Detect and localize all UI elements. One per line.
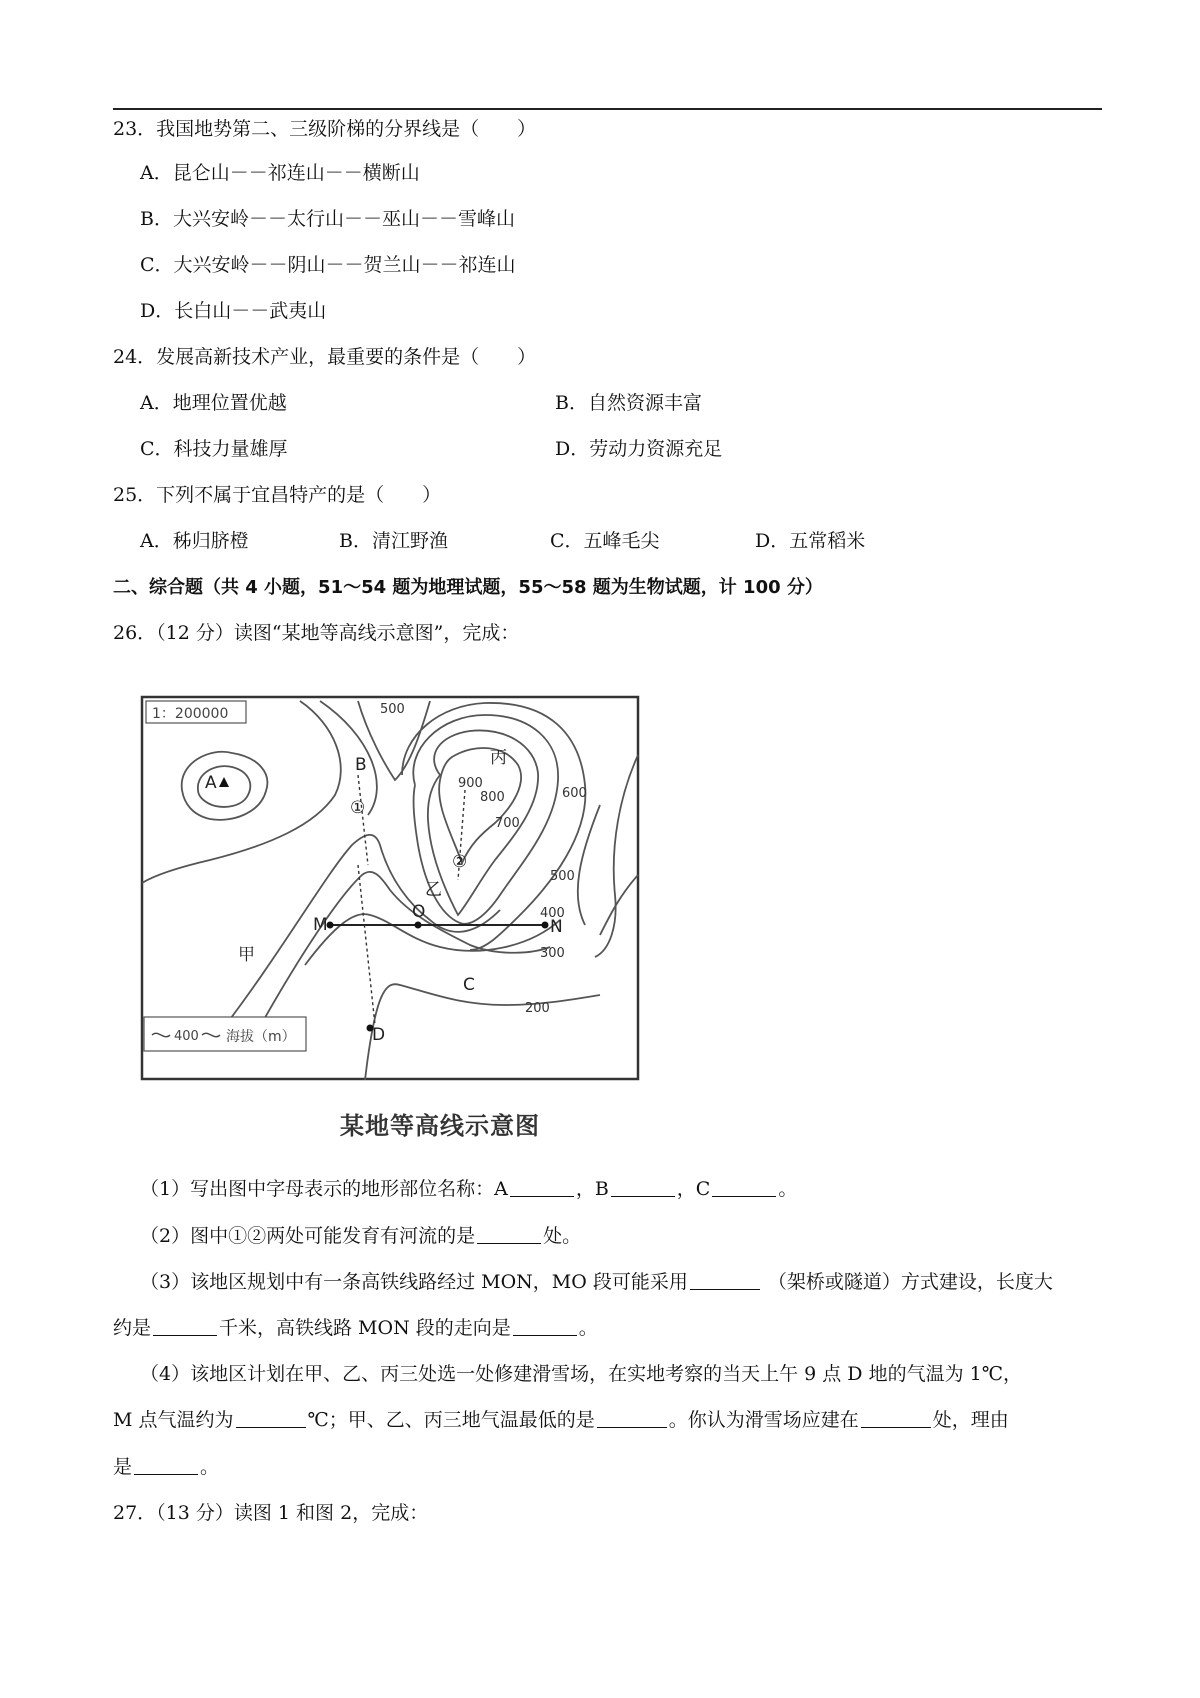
figure-caption: 某地等高线示意图 [340,1112,540,1140]
answer-blank-temperature[interactable] [236,1409,306,1428]
contour-label-400: 400 [540,906,565,921]
contour-label-500-top: 500 [380,702,405,717]
q27-stem: 27．（13 分）读图 1 和图 2，完成： [113,1502,429,1524]
q26-sub1-text-a: （1）写出图中字母表示的地形部位名称：A [140,1178,508,1200]
answer-blank-a[interactable] [510,1178,574,1197]
q24-option-b: B．自然资源丰富 [555,392,702,414]
legend-value: 400 [174,1029,199,1044]
q26-sub2-text-b: 处。 [543,1225,582,1247]
q26-sub3-text-c: 约是 [113,1317,152,1339]
q23-option-c: C．大兴安岭－－阴山－－贺兰山－－祁连山 [140,254,516,276]
contour-label-700: 700 [495,816,520,831]
label-circle-2: ② [452,852,468,872]
answer-blank-reason[interactable] [134,1456,198,1475]
label-m: M [313,915,328,935]
label-jia: 甲 [238,945,255,965]
q26-sub3-text-b: （架桥或隧道）方式建设，长度大 [767,1271,1053,1293]
label-a: A [205,773,217,793]
q26-sub4-text-e: 是 [113,1456,133,1478]
q26-sub3-text-e: 。 [578,1317,598,1339]
q26-sub2-text-a: （2）图中①②两处可能发育有河流的是 [140,1225,476,1247]
q26-sub4-text-b: ℃；甲、乙、丙三地气温最低的是 [307,1409,595,1431]
q23-option-b: B．大兴安岭－－太行山－－巫山－－雪峰山 [140,208,515,230]
label-b: B [355,755,367,775]
label-c: C [463,975,475,995]
label-yi: 乙 [425,880,442,900]
q24-option-c: C．科技力量雄厚 [140,438,288,460]
contour-label-500-right: 500 [550,869,575,884]
label-n: N [550,917,563,937]
q24-stem: 24．发展高新技术产业，最重要的条件是（ ） [113,346,537,368]
label-circle-1: ① [350,798,366,818]
q25-option-a: A．秭归脐橙 [140,530,249,552]
answer-blank-method[interactable] [690,1271,760,1290]
q23-stem: 23．我国地势第二、三级阶梯的分界线是（ ） [113,118,537,140]
label-d: D [372,1025,386,1045]
map-scale: 1：200000 [152,706,229,722]
q26-sub3-line2 [113,1316,598,1340]
q26-sub1-text-b: ，B [575,1178,609,1200]
q26-sub4-text-d: 处，理由 [932,1409,1009,1431]
section-2-title: 二、综合题（共 4 小题，51～54 题为地理试题，55～58 题为生物试题，计 100 分） [113,577,823,598]
contour-label-600: 600 [562,786,587,801]
q26-sub1-text-c: ，C [676,1178,711,1200]
q25-option-d: D．五常稻米 [755,530,866,552]
q26-sub3-text-a: （3）该地区规划中有一条高铁线路经过 MON，MO 段可能采用 [140,1271,688,1293]
q25-stem: 25．下列不属于宜昌特产的是（ ） [113,484,442,506]
contour-label-800: 800 [480,790,505,805]
answer-blank-direction[interactable] [513,1317,577,1336]
answer-blank-river[interactable] [477,1225,541,1244]
q23-option-d: D．长白山－－武夷山 [140,300,327,322]
q26-sub1 [140,1177,797,1201]
contour-map-figure [140,695,640,1137]
q26-sub4-text-c: 。你认为滑雪场应建在 [668,1409,859,1431]
header-rule [113,108,1102,110]
legend-text: 海拔（m） [226,1029,296,1045]
q26-sub4-text-f: 。 [200,1456,220,1478]
label-bing: 丙 [490,748,507,768]
q26-stem: 26．（12 分）读图“某地等高线示意图”，完成： [113,622,520,644]
q25-option-b: B．清江野渔 [339,530,448,552]
contour-label-900: 900 [458,776,483,791]
label-o: O [412,902,426,922]
q26-sub3-text-d: 千米，高铁线路 MON 段的走向是 [219,1317,511,1339]
contour-label-200: 200 [525,1001,550,1016]
answer-blank-b[interactable] [611,1178,675,1197]
q23-option-a: A．昆仑山－－祁连山－－横断山 [140,162,420,184]
q24-option-d: D．劳动力资源充足 [555,438,723,460]
answer-blank-coldest[interactable] [597,1409,667,1428]
answer-blank-c[interactable] [712,1178,776,1197]
q26-sub4-text-a: M 点气温约为 [113,1409,234,1431]
q26-sub1-end: 。 [778,1178,798,1200]
q26-sub4-line2 [113,1408,1009,1432]
q26-sub4-line1: （4）该地区计划在甲、乙、丙三处选一处修建滑雪场，在实地考察的当天上午 9 点 D 地的气温为 1℃， [140,1363,1022,1385]
q26-sub3-line1 [140,1270,1053,1294]
answer-blank-length[interactable] [153,1317,217,1336]
q24-option-a: A．地理位置优越 [140,392,287,414]
q26-sub2 [140,1224,581,1248]
q26-sub4-line3 [113,1455,219,1479]
q25-option-c: C．五峰毛尖 [550,530,660,552]
contour-label-300: 300 [540,946,565,961]
answer-blank-site[interactable] [861,1409,931,1428]
